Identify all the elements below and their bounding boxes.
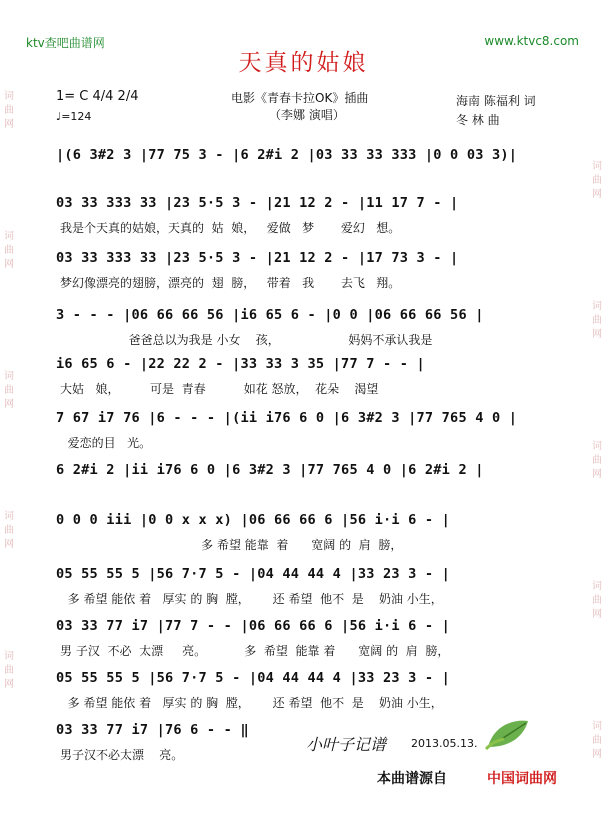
watermark-right-4: 词曲网 (592, 581, 602, 620)
site-link-right[interactable]: www.ktvc8.com (484, 34, 579, 48)
tempo-marking: ♩=124 (56, 110, 92, 123)
notation-row: 03 33 77 i7 |76 6 - - ‖ (56, 722, 249, 738)
movie-credit: 电影《青春卡拉OK》插曲 (231, 91, 369, 105)
watermark-right-5: 词曲网 (592, 721, 602, 760)
lyric-row: 爸爸总以为我是 小女 孩， 妈妈不承认我是 (60, 333, 433, 347)
notation-row: |(6 3#2 3 |77 75 3 - |6 2#i 2 |03 33 33 333 |0 0 03 3)| (56, 147, 518, 163)
notation-row: 0 0 0 iii |0 0 x x x) |06 66 66 6 |56 i·i 6 - | (56, 512, 451, 528)
notation-row: 05 55 55 5 |56 7·7 5 - |04 44 44 4 |33 23 3 - | (56, 566, 451, 582)
notation-row: 6 2#i 2 |ii i76 6 0 |6 3#2 3 |77 765 4 0 |6 2#i 2 | (56, 462, 484, 478)
notation-row: 03 33 333 33 |23 5·5 3 - |21 12 2 - |11 17 7 - | (56, 195, 459, 211)
watermark-left-2: 词曲网 (4, 231, 14, 270)
notation-row: 7 67 i7 76 |6 - - - |(ii i76 6 0 |6 3#2 3 |77 765 4 0 | (56, 410, 518, 426)
watermark-right-1: 词曲网 (592, 161, 602, 200)
watermark-right-3: 词曲网 (592, 441, 602, 480)
lyric-row: 男 子汉 不必 太漂 亮。 多 希望 能靠 着 宽阔 的 肩 膀， (60, 644, 450, 658)
notation-row: i6 65 6 - |22 22 2 - |33 33 3 35 |77 7 - - | (56, 356, 425, 372)
watermark-left-5: 词曲网 (4, 651, 14, 690)
lyric-row: 梦幻像漂亮的翅膀，漂亮的 翅 膀， 带着 我 去飞 翔。 (60, 276, 401, 290)
transcription-date: 2013.05.13. (411, 737, 478, 750)
notation-row: 05 55 55 5 |56 7·7 5 - |04 44 44 4 |33 23 3 - | (56, 670, 451, 686)
lyric-row: 我是个天真的姑娘，天真的 姑 娘， 爱做 梦 爱幻 想。 (60, 221, 401, 235)
source-label: 本曲谱源自 (377, 771, 447, 787)
lyric-row: 大姑 娘， 可是 青春 如花 怒放， 花朵 渴望 (60, 382, 379, 396)
singer-credit: （李娜 演唱） (269, 108, 345, 122)
watermark-left-4: 词曲网 (4, 511, 14, 550)
leaf-icon (484, 717, 532, 751)
lyricist-credit: 海南 陈福利 词 (456, 94, 536, 108)
lyric-row: 爱恋的目 光。 (60, 436, 152, 450)
lyric-row: 男子汉不必太漂 亮。 (60, 748, 184, 762)
source-site-link[interactable]: 中国词曲网 (487, 771, 557, 787)
transcriber-signature: 小叶子记谱 (306, 735, 387, 754)
composer-credit: 冬 林 曲 (456, 113, 500, 127)
watermark-left-3: 词曲网 (4, 371, 14, 410)
song-title: 天真的姑娘 (238, 50, 369, 76)
site-link-left[interactable]: ktv查吧曲谱网 (26, 36, 105, 50)
lyric-row: 多 希望 能依 着 厚实 的 胸 膛， 还 希望 他不 是 奶油 小生， (60, 592, 443, 606)
lyric-row: 多 希望 能依 着 厚实 的 胸 膛， 还 希望 他不 是 奶油 小生， (60, 696, 443, 710)
watermark-left-1: 词曲网 (4, 91, 14, 130)
notation-row: 03 33 77 i7 |77 7 - - |06 66 66 6 |56 i·i 6 - | (56, 618, 451, 634)
lyric-row: 多 希望 能靠 着 宽阔 的 肩 膀， (60, 538, 403, 552)
notation-row: 3 - - - |06 66 66 56 |i6 65 6 - |0 0 |06 66 66 56 | (56, 307, 484, 323)
watermark-right-2: 词曲网 (592, 301, 602, 340)
key-signature: 1= C 4/4 2/4 (56, 89, 139, 104)
notation-row: 03 33 333 33 |23 5·5 3 - |21 12 2 - |17 73 3 - | (56, 250, 459, 266)
